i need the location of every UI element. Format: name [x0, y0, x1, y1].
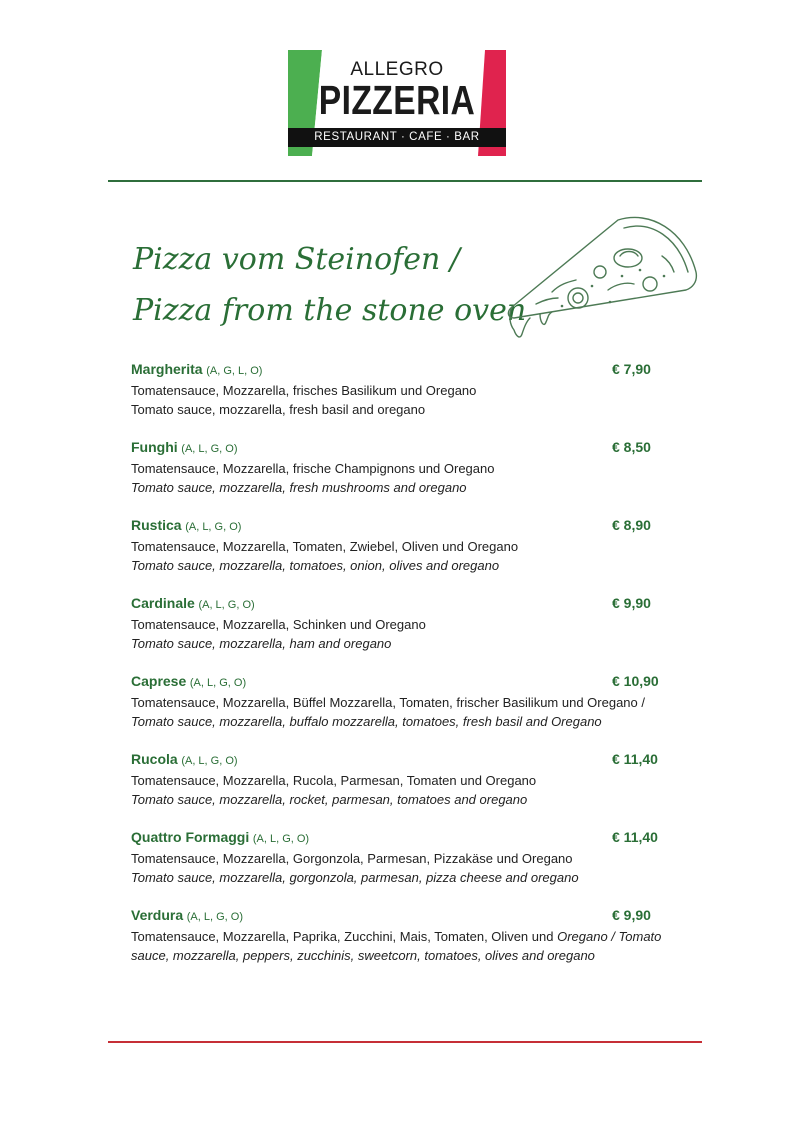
- item-description-en: Tomato sauce, mozzarella, fresh mushrooms and oregano: [131, 480, 467, 495]
- menu-item-funghi: [131, 438, 671, 497]
- item-allergens: (A, L, G, O): [189, 677, 247, 689]
- item-description-en: Tomato sauce, mozzarella, buffalo mozzarella, tomatoes, fresh basil and Oregano: [131, 714, 602, 729]
- item-price: € 7,90: [612, 361, 651, 377]
- item-allergens: (A, L, G, O): [186, 911, 243, 923]
- pizza-slice-icon: [500, 210, 700, 345]
- logo: [288, 50, 506, 156]
- item-allergens: (A, G, L, O): [206, 365, 263, 377]
- menu-item-margherita: [131, 360, 671, 419]
- item-name: Funghi: [131, 439, 178, 455]
- section-title-en: Pizza from the stone oven: [133, 293, 527, 328]
- item-description-de: Tomatensauce, Mozzarella, Paprika, Zucchini, Mais, Tomaten, Oliven und: [131, 929, 554, 944]
- item-name: Rucola: [131, 751, 178, 767]
- logo-band: RESTAURANT · CAFE · BAR: [288, 128, 506, 147]
- item-price: € 10,90: [612, 673, 659, 689]
- item-price: € 9,90: [612, 907, 651, 923]
- section-title-de: Pizza vom Steinofen /: [133, 242, 460, 277]
- menu-list: [131, 360, 671, 984]
- item-description-de: Tomatensauce, Mozzarella, Rucola, Parmesan, Tomaten und Oregano: [131, 773, 537, 788]
- item-description-en: Oregano / Tomato sauce, mozzarella, peppers, zucchinis, sweetcorn, tomatoes, olives and oregano: [131, 929, 662, 963]
- item-description: [131, 693, 671, 731]
- item-description-de: Tomatensauce, Mozzarella, frisches Basilikum und Oregano: [131, 383, 477, 398]
- item-name: Verdura: [131, 907, 184, 923]
- menu-item-rucola: [131, 750, 671, 809]
- menu-item-caprese: [131, 672, 671, 731]
- item-allergens: (A, L, G, O): [252, 833, 310, 845]
- item-price: € 9,90: [612, 595, 651, 611]
- item-description-en: Tomato sauce, mozzarella, gorgonzola, parmesan, pizza cheese and oregano: [131, 870, 579, 885]
- menu-item-verdura: [131, 906, 671, 965]
- item-description-de: Tomatensauce, Mozzarella, Gorgonzola, Parmesan, Pizzakäse und Oregano: [131, 851, 573, 866]
- item-name: Quattro Formaggi: [131, 829, 250, 845]
- item-description-en: Tomato sauce, mozzarella, ham and oregano: [131, 636, 392, 651]
- item-description-en: Tomato sauce, mozzarella, tomatoes, onion, olives and oregano: [131, 558, 500, 573]
- menu-item-rustica: [131, 516, 671, 575]
- menu-item-cardinale: [131, 594, 671, 653]
- item-name: Margherita: [131, 361, 203, 377]
- item-price: € 8,50: [612, 439, 651, 455]
- item-name: Cardinale: [131, 595, 195, 611]
- item-allergens: (A, L, G, O): [198, 599, 255, 611]
- item-description: [131, 927, 671, 965]
- item-name: Caprese: [131, 673, 187, 689]
- item-description-de: Tomatensauce, Mozzarella, Büffel Mozzarella, Tomaten, frischer Basilikum und Oregano /: [131, 695, 645, 710]
- item-description-de: Tomatensauce, Mozzarella, frische Champignons und Oregano: [131, 461, 495, 476]
- logo-main-text: PIZZERIA: [318, 77, 476, 123]
- item-allergens: (A, L, G, O): [185, 521, 242, 533]
- bottom-divider: [108, 1041, 702, 1043]
- item-description-de: Tomatensauce, Mozzarella, Tomaten, Zwiebel, Oliven und Oregano: [131, 539, 519, 554]
- item-allergens: (A, L, G, O): [181, 443, 238, 455]
- item-description-de: Tomatensauce, Mozzarella, Schinken und Oregano: [131, 617, 426, 632]
- item-price: € 11,40: [612, 751, 658, 767]
- menu-item-quattro-formaggi: [131, 828, 671, 887]
- item-price: € 8,90: [612, 517, 651, 533]
- item-price: € 11,40: [612, 829, 658, 845]
- item-name: Rustica: [131, 517, 182, 533]
- top-divider: [108, 180, 702, 182]
- item-description-en: Tomato sauce, mozzarella, rocket, parmesan, tomatoes and oregano: [131, 792, 528, 807]
- logo-top-line: ALLEGRO: [350, 59, 444, 80]
- item-allergens: (A, L, G, O): [181, 755, 238, 767]
- item-description-en: Tomato sauce, mozzarella, fresh basil and oregano: [131, 402, 426, 417]
